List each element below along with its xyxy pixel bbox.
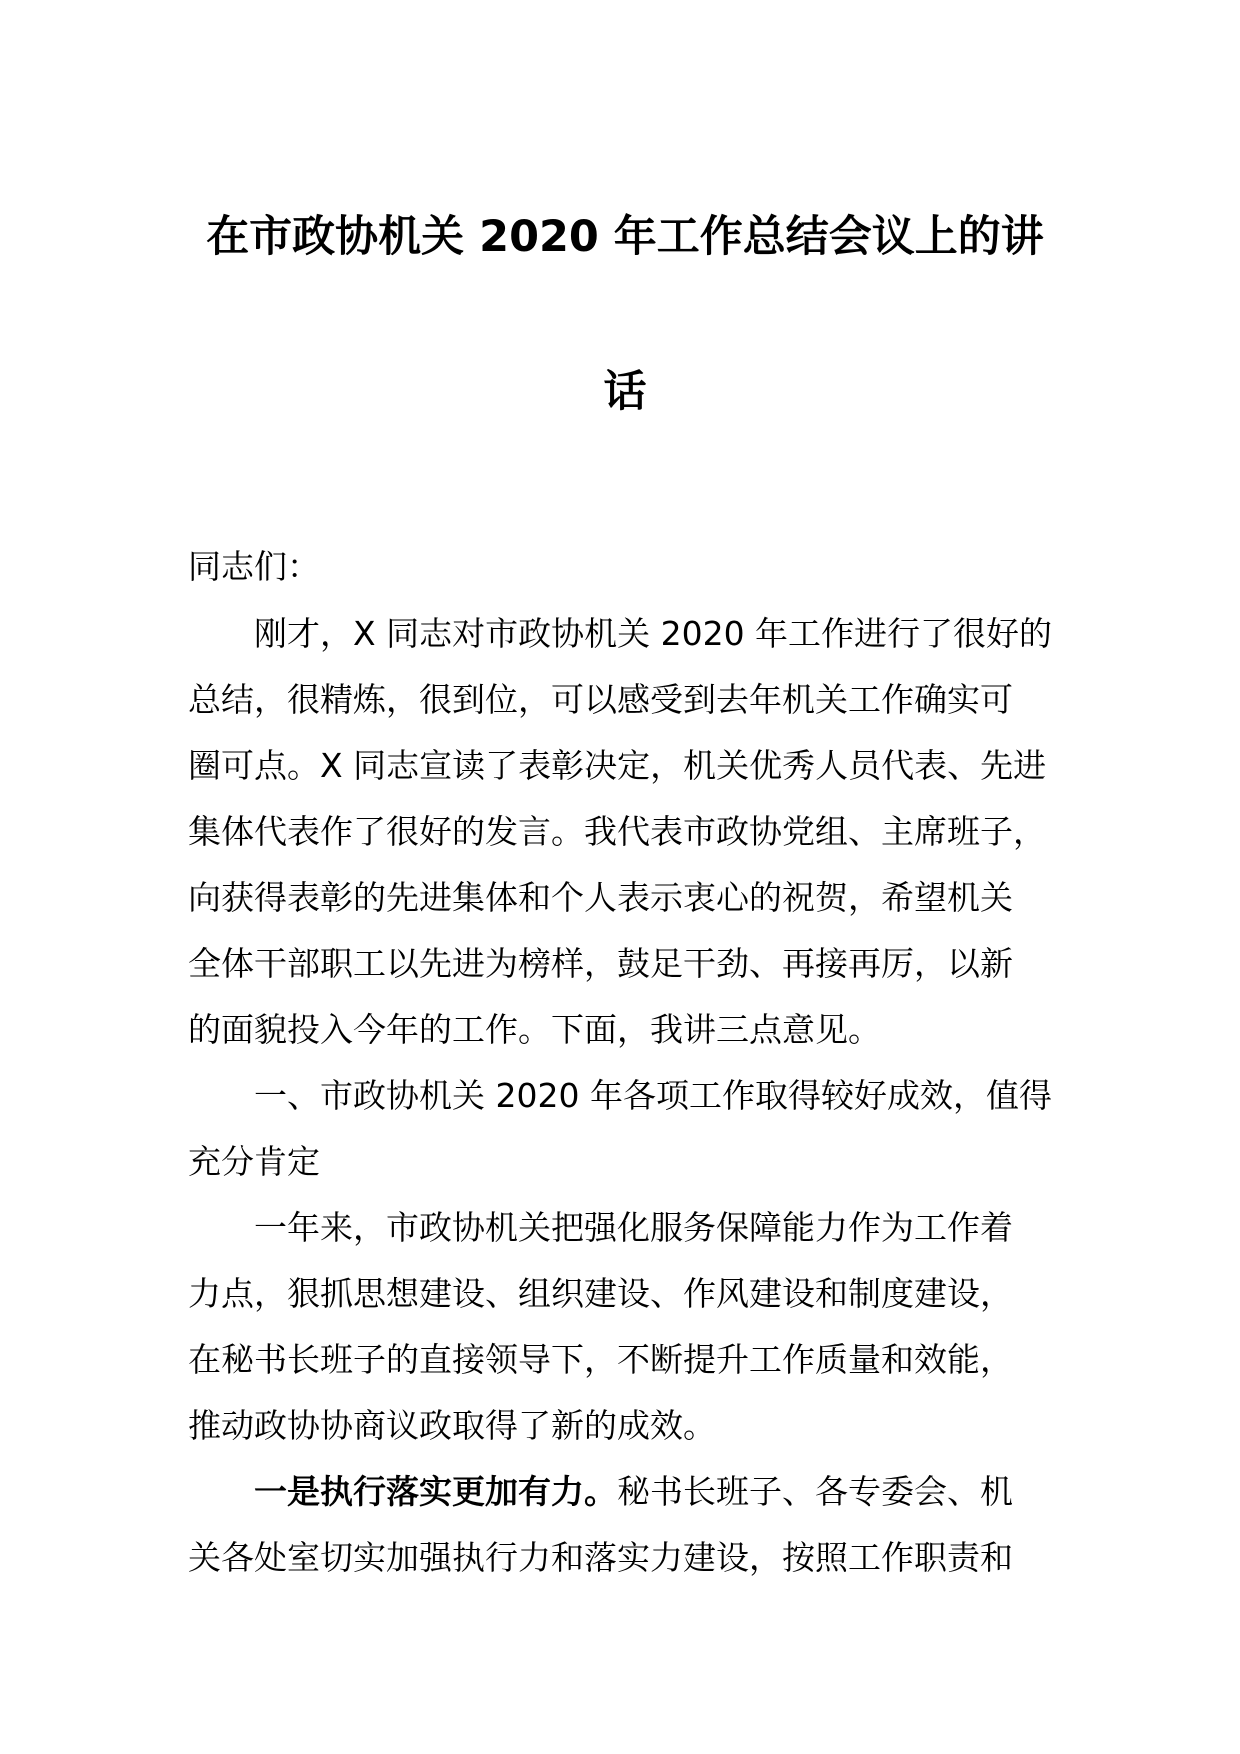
paragraph-text: 秘书长班子、各专委会、机 [617, 1472, 1013, 1511]
paragraph-line: 圈可点。X 同志宣读了表彰决定，机关优秀人员代表、先进 [188, 746, 1047, 785]
paragraph-line: 总结，很精炼，很到位，可以感受到去年机关工作确实可 [188, 680, 1013, 719]
paragraph-line: 力点，狠抓思想建设、组织建设、作风建设和制度建设， [188, 1274, 1013, 1313]
section-heading-line: 一、市政协机关 2020 年各项工作取得较好成效，值得 [254, 1076, 1052, 1115]
paragraph-line [254, 1472, 1013, 1512]
paragraph-line: 关各处室切实加强执行力和落实力建设，按照工作职责和 [188, 1538, 1013, 1577]
paragraph-line: 推动政协协商议政取得了新的成效。 [188, 1406, 716, 1445]
salutation: 同志们： [188, 547, 320, 586]
paragraph-line: 刚才，X 同志对市政协机关 2020 年工作进行了很好的 [254, 614, 1053, 653]
section-heading-line: 充分肯定 [188, 1142, 320, 1181]
paragraph-line: 一年来，市政协机关把强化服务保障能力作为工作着 [254, 1208, 1013, 1247]
document-title-line-1: 在市政协机关 2020 年工作总结会议上的讲 [206, 212, 1044, 262]
paragraph-line: 向获得表彰的先进集体和个人表示衷心的祝贺，希望机关 [188, 878, 1013, 917]
paragraph-line: 在秘书长班子的直接领导下，不断提升工作质量和效能， [188, 1340, 1013, 1379]
paragraph-line: 集体代表作了很好的发言。我代表市政协党组、主席班子， [188, 812, 1046, 851]
paragraph-line: 的面貌投入今年的工作。下面，我讲三点意见。 [188, 1010, 881, 1049]
bold-lead-phrase: 一是执行落实更加有力。 [254, 1472, 617, 1511]
paragraph-line: 全体干部职工以先进为榜样，鼓足干劲、再接再厉，以新 [188, 944, 1013, 983]
document-title-line-2: 话 [603, 367, 647, 417]
